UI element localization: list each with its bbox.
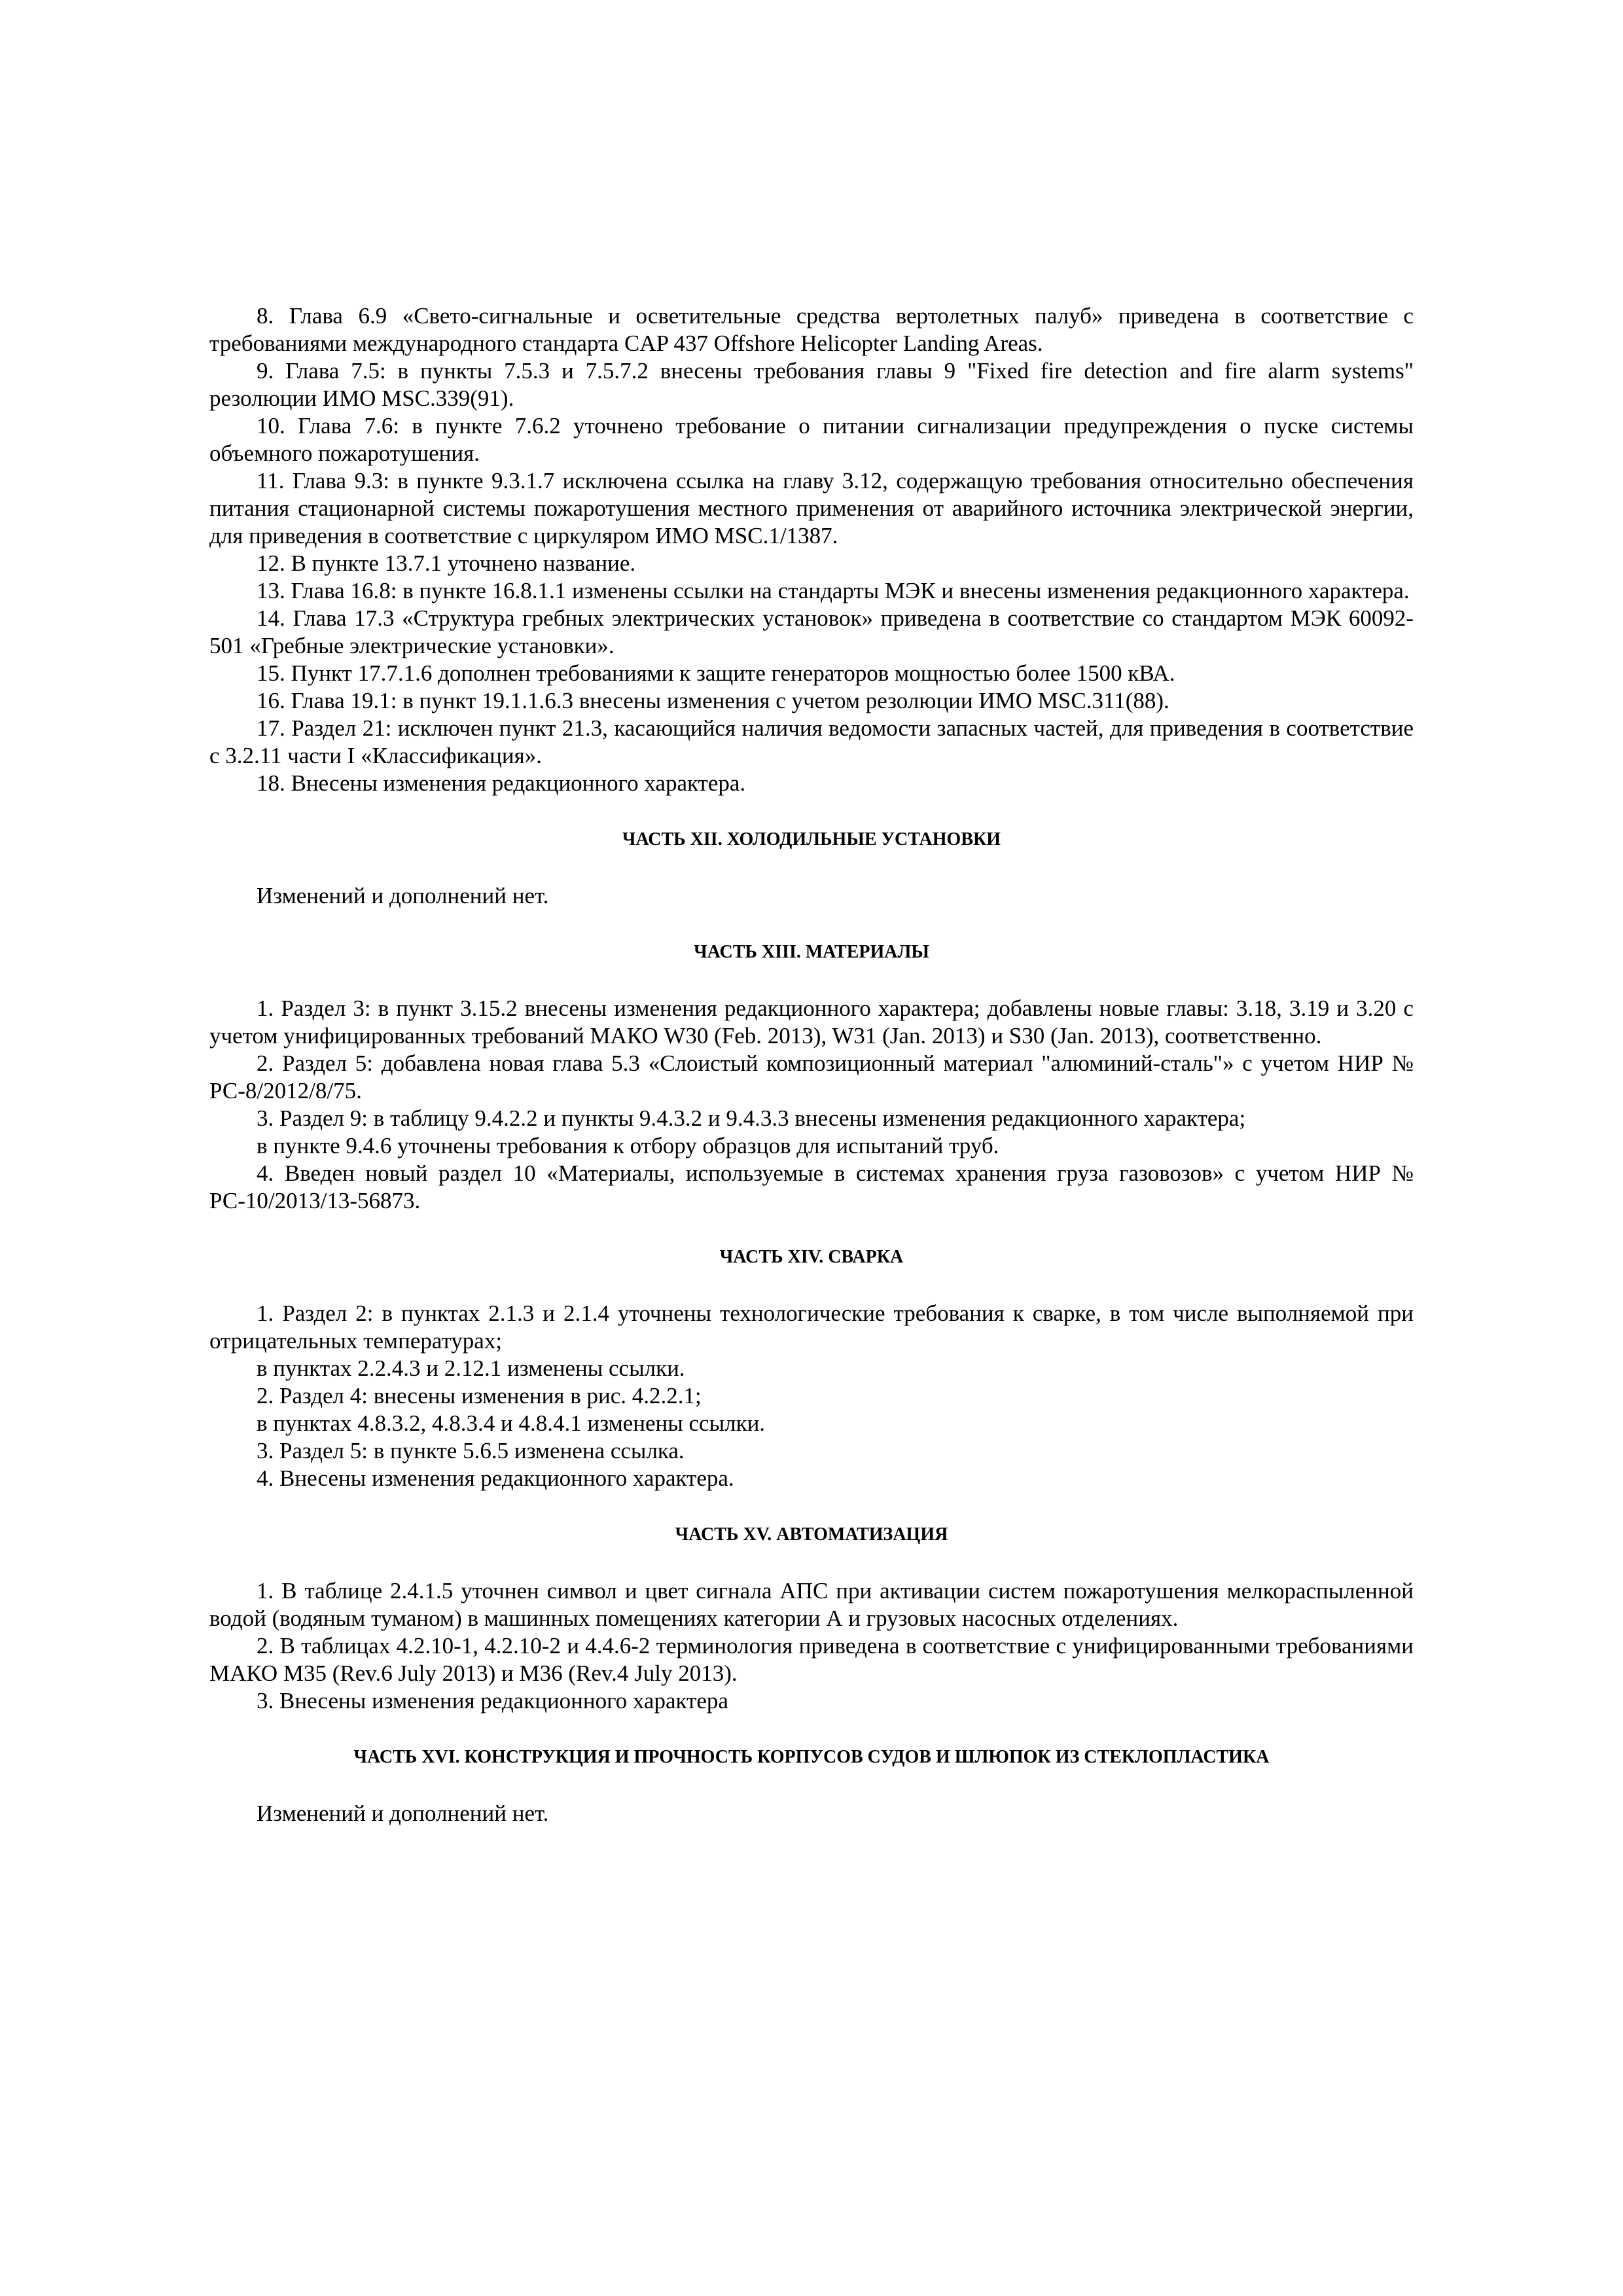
part15-list	[209, 1577, 1414, 1715]
part14-list	[209, 1300, 1414, 1492]
section-heading-part14: ЧАСТЬ XIV. СВАРКА	[719, 1247, 904, 1267]
list-item: 4. Введен новый раздел 10 «Материалы, используемые в системах хранения груза газовозов» с учетом НИР № РС-10/2013/13-56873.	[209, 1160, 1414, 1213]
list-item: 15. Пункт 17.7.1.6 дополнен требованиями к защите генераторов мощностью более 1500 кВА.	[257, 660, 1175, 686]
list-item: 2. Раздел 5: добавлена новая глава 5.3 «Слоистый композиционный материал "алюминий-сталь"» с учетом НИР № РС-8/2012/8/75.	[209, 1050, 1414, 1103]
list-item: 9. Глава 7.5: в пункты 7.5.3 и 7.5.7.2 внесены требования главы 9 "Fixed fire detection and fire alarm systems" резолюции ИМО MSC.339(91).	[209, 358, 1414, 411]
list-item: 13. Глава 16.8: в пункте 16.8.1.1 изменены ссылки на стандарты МЭК и внесены изменения редакционного характера.	[257, 578, 1410, 603]
list-item: в пунктах 4.8.3.2, 4.8.3.4 и 4.8.4.1 изменены ссылки.	[257, 1410, 766, 1436]
list-item: 12. В пункте 13.7.1 уточнено название.	[257, 550, 636, 576]
list-item: 2. В таблицах 4.2.10-1, 4.2.10-2 и 4.4.6-2 терминология приведена в соответствие с унифицированными требованиями МАКО M35 (Rev.6 July 2013) и M36 (Rev.4 July 2013).	[209, 1633, 1414, 1686]
list-item: 3. Внесены изменения редакционного характера	[257, 1688, 728, 1713]
section-text-part16: Изменений и дополнений нет.	[257, 1801, 549, 1826]
list-item: 14. Глава 17.3 «Структура гребных электрических установок» приведена в соответствие со стандартом МЭК 60092-501 «Гребные электрические установки».	[209, 605, 1414, 658]
list-item: 1. Раздел 3: в пункт 3.15.2 внесены изменения редакционного характера; добавлены новые главы: 3.18, 3.19 и 3.20 с учетом унифицированных требований МАКО W30 (Feb. 2013), W31 (Jan. 2013) и S30 (Jan. 2013), соответственно.	[209, 996, 1414, 1049]
list-item: 10. Глава 7.6: в пункте 7.6.2 уточнено требование о питании сигнализации предупреждения о пуске системы объемного пожаротушения.	[209, 413, 1414, 466]
section-heading-part15: ЧАСТЬ XV. АВТОМАТИЗАЦИЯ	[675, 1524, 948, 1545]
list-item: 1. Раздел 2: в пунктах 2.1.3 и 2.1.4 уточнены технологические требования к сварке, в том числе выполняемой при отрицательных температурах;	[209, 1300, 1414, 1354]
list-item: 17. Раздел 21: исключен пункт 21.3, касающийся наличия ведомости запасных частей, для приведения в соответствие с 3.2.11 части I «Классификация».	[209, 715, 1414, 768]
list-item: 3. Раздел 5: в пункте 5.6.5 изменена ссылка.	[257, 1438, 685, 1463]
section-heading-part16: ЧАСТЬ XVI. КОНСТРУКЦИЯ И ПРОЧНОСТЬ КОРПУСОВ СУДОВ И ШЛЮПОК ИЗ СТЕКЛОПЛАСТИКА	[353, 1747, 1270, 1767]
list-item: 2. Раздел 4: внесены изменения в рис. 4.2.2.1;	[257, 1383, 702, 1408]
section-heading-part12: ЧАСТЬ XII. ХОЛОДИЛЬНЫЕ УСТАНОВКИ	[622, 829, 1001, 850]
list-item: в пункте 9.4.6 уточнены требования к отбору образцов для испытаний труб.	[257, 1133, 999, 1158]
list-item: в пунктах 2.2.4.3 и 2.12.1 изменены ссылки.	[257, 1355, 685, 1381]
section-heading-part13: ЧАСТЬ XIII. МАТЕРИАЛЫ	[694, 942, 929, 962]
list-item: 16. Глава 19.1: в пункт 19.1.1.6.3 внесены изменения с учетом резолюции ИМО MSC.311(88).	[257, 688, 1169, 713]
list-item: 3. Раздел 9: в таблицу 9.4.2.2 и пункты 9.4.3.2 и 9.4.3.3 внесены изменения редакционного характера;	[257, 1105, 1246, 1131]
list-item: 11. Глава 9.3: в пункте 9.3.1.7 исключена ссылка на главу 3.12, содержащую требования относительно обеспечения питания стационарной системы пожаротушения местного применения от аварийного источника электрической энергии, для приведения в соответствие с циркуляром ИМО MSC.1/1387.	[209, 468, 1414, 548]
list-item: 18. Внесены изменения редакционного характера.	[257, 770, 746, 796]
section-text-part12: Изменений и дополнений нет.	[257, 883, 549, 908]
list-item: 4. Внесены изменения редакционного характера.	[257, 1465, 734, 1491]
list-item: 8. Глава 6.9 «Свето-сигнальные и осветительные средства вертолетных палуб» приведена в соответствие с требованиями международного стандарта CAP 437 Offshore Helicopter Landing Areas.	[209, 303, 1414, 356]
part11-continued-list	[209, 302, 1414, 797]
list-item: 1. В таблице 2.4.1.5 уточнен символ и цвет сигнала АПС при активации систем пожаротушения мелкораспыленной водой (водяным туманом) в машинных помещениях категории А и грузовых насосных отделениях.	[209, 1578, 1414, 1631]
part13-list	[209, 995, 1414, 1215]
document-page	[209, 302, 1414, 1827]
